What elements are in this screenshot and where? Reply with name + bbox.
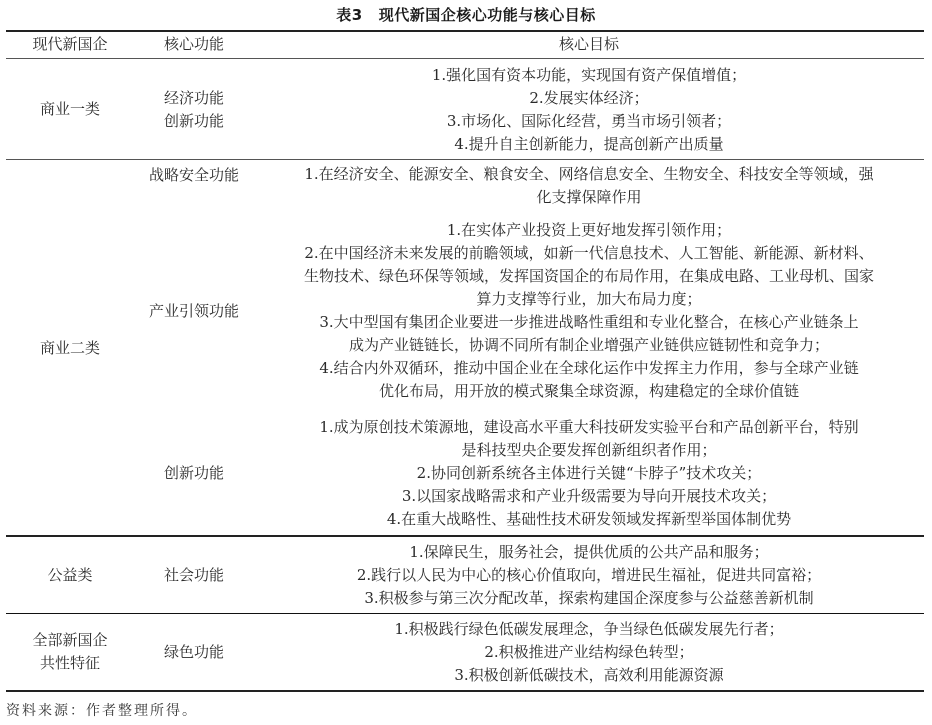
category-cell <box>6 160 134 536</box>
function-cell <box>134 213 254 409</box>
table-number: 表3 <box>336 6 363 24</box>
table-caption <box>0 4 932 25</box>
goal-line: 3.市场化、国际化经营，勇当市场引领者； <box>446 111 732 130</box>
function-label: 战略安全功能 <box>148 165 239 184</box>
goal-line: 1.在实体产业投资上更好地发挥引领作用； <box>446 221 732 239</box>
goal-line: 1.在经济安全、能源安全、粮食安全、网络信息安全、生物安全、科技安全等领域，强 <box>304 165 874 183</box>
function-cell <box>134 537 254 613</box>
function-label: 经济功能 <box>163 88 224 107</box>
goals-cell <box>254 162 924 210</box>
goal-line: 3.积极创新低碳技术，高效利用能源资源 <box>454 665 724 684</box>
category-label: 商业一类 <box>39 100 100 118</box>
function-cell <box>134 412 254 534</box>
header-goals: 核心目标 <box>558 35 619 53</box>
goal-line: 3.积极参与第三次分配改革，探索构建国企深度参与公益慈善新机制 <box>364 588 814 607</box>
goal-line: 2.践行以人民为中心的核心价值取向，增进民生福祉，促进共同富裕； <box>356 565 822 584</box>
goal-line: 1.积极践行绿色低碳发展理念，争当绿色低碳发展先行者； <box>394 619 784 638</box>
category-label: 全部新国企 <box>32 631 108 649</box>
goal-line: 4.在重大战略性、基础性技术研发领域发挥新型举国体制优势 <box>386 509 792 528</box>
goal-line: 4.提升自主创新能力，提高创新产出质量 <box>454 134 724 153</box>
category-label: 商业二类 <box>39 338 100 357</box>
function-cell <box>134 614 254 690</box>
function-cell <box>134 60 254 159</box>
function-label: 社会功能 <box>163 565 224 584</box>
header-rule <box>6 58 924 59</box>
category-cell <box>6 614 134 690</box>
goals-cell <box>254 213 924 409</box>
bottom-rule <box>6 690 924 692</box>
function-label: 产业引领功能 <box>148 301 239 320</box>
category-cell <box>6 60 134 159</box>
goal-line: 2.发展实体经济； <box>529 88 649 107</box>
goal-line: 是科技型央企要发挥创新组织者作用； <box>461 440 717 459</box>
table-title: 现代新国企核心功能与核心目标 <box>378 6 596 24</box>
function-label: 创新功能 <box>163 463 224 482</box>
goals-cell <box>254 537 924 613</box>
goal-line: 2.积极推进产业结构绿色转型； <box>484 642 694 661</box>
category-label: 公益类 <box>47 565 93 584</box>
goal-line: 生物技术、绿色环保等领域，发挥国资国企的布局作用，在集成电路、工业母机、国家 <box>303 267 874 285</box>
function-label: 绿色功能 <box>163 642 224 661</box>
goal-line: 1.保障民生，服务社会，提供优质的公共产品和服务； <box>409 542 769 561</box>
goal-line: 1.强化国有资本功能，实现国有资产保值增值； <box>431 65 747 84</box>
group-rule <box>6 159 924 160</box>
goal-line: 3.以国家战略需求和产业升级需要为导向开展技术攻关； <box>401 486 777 505</box>
goal-line: 2.协同创新系统各主体进行关键“卡脖子”技术攻关； <box>416 463 762 482</box>
goals-cell <box>254 614 924 690</box>
function-cell <box>134 162 254 210</box>
goals-cell <box>254 60 924 159</box>
function-label: 创新功能 <box>163 111 224 130</box>
goal-line: 算力支撑等行业，加大布局力度； <box>476 290 702 308</box>
category-label: 共性特征 <box>39 654 100 672</box>
goal-line: 3.大中型国有集团企业要进一步推进战略性重组和专业化整合，在核心产业链条上 <box>319 313 859 331</box>
header-category: 现代新国企 <box>32 35 108 53</box>
goal-line: 1.成为原创技术策源地，建设高水平重大科技研发实验平台和产品创新平台，特别 <box>319 417 859 436</box>
category-cell <box>6 537 134 613</box>
goal-line: 化支撑保障作用 <box>536 188 642 206</box>
goal-line: 优化布局，用开放的模式聚集全球资源，构建稳定的全球价值链 <box>378 382 799 400</box>
source-note: 资料来源：作者整理所得。 <box>6 703 198 719</box>
header-function: 核心功能 <box>163 35 224 53</box>
goal-line: 4.结合内外双循环，推动中国企业在全球化运作中发挥主力作用，参与全球产业链 <box>319 359 859 377</box>
goal-line: 2.在中国经济未来发展的前瞻领域，如新一代信息技术、人工智能、新能源、新材料、 <box>304 244 874 262</box>
goal-line: 成为产业链链长，协调不同所有制企业增强产业链供应链韧性和竞争力； <box>348 336 829 354</box>
goals-cell <box>254 412 924 534</box>
